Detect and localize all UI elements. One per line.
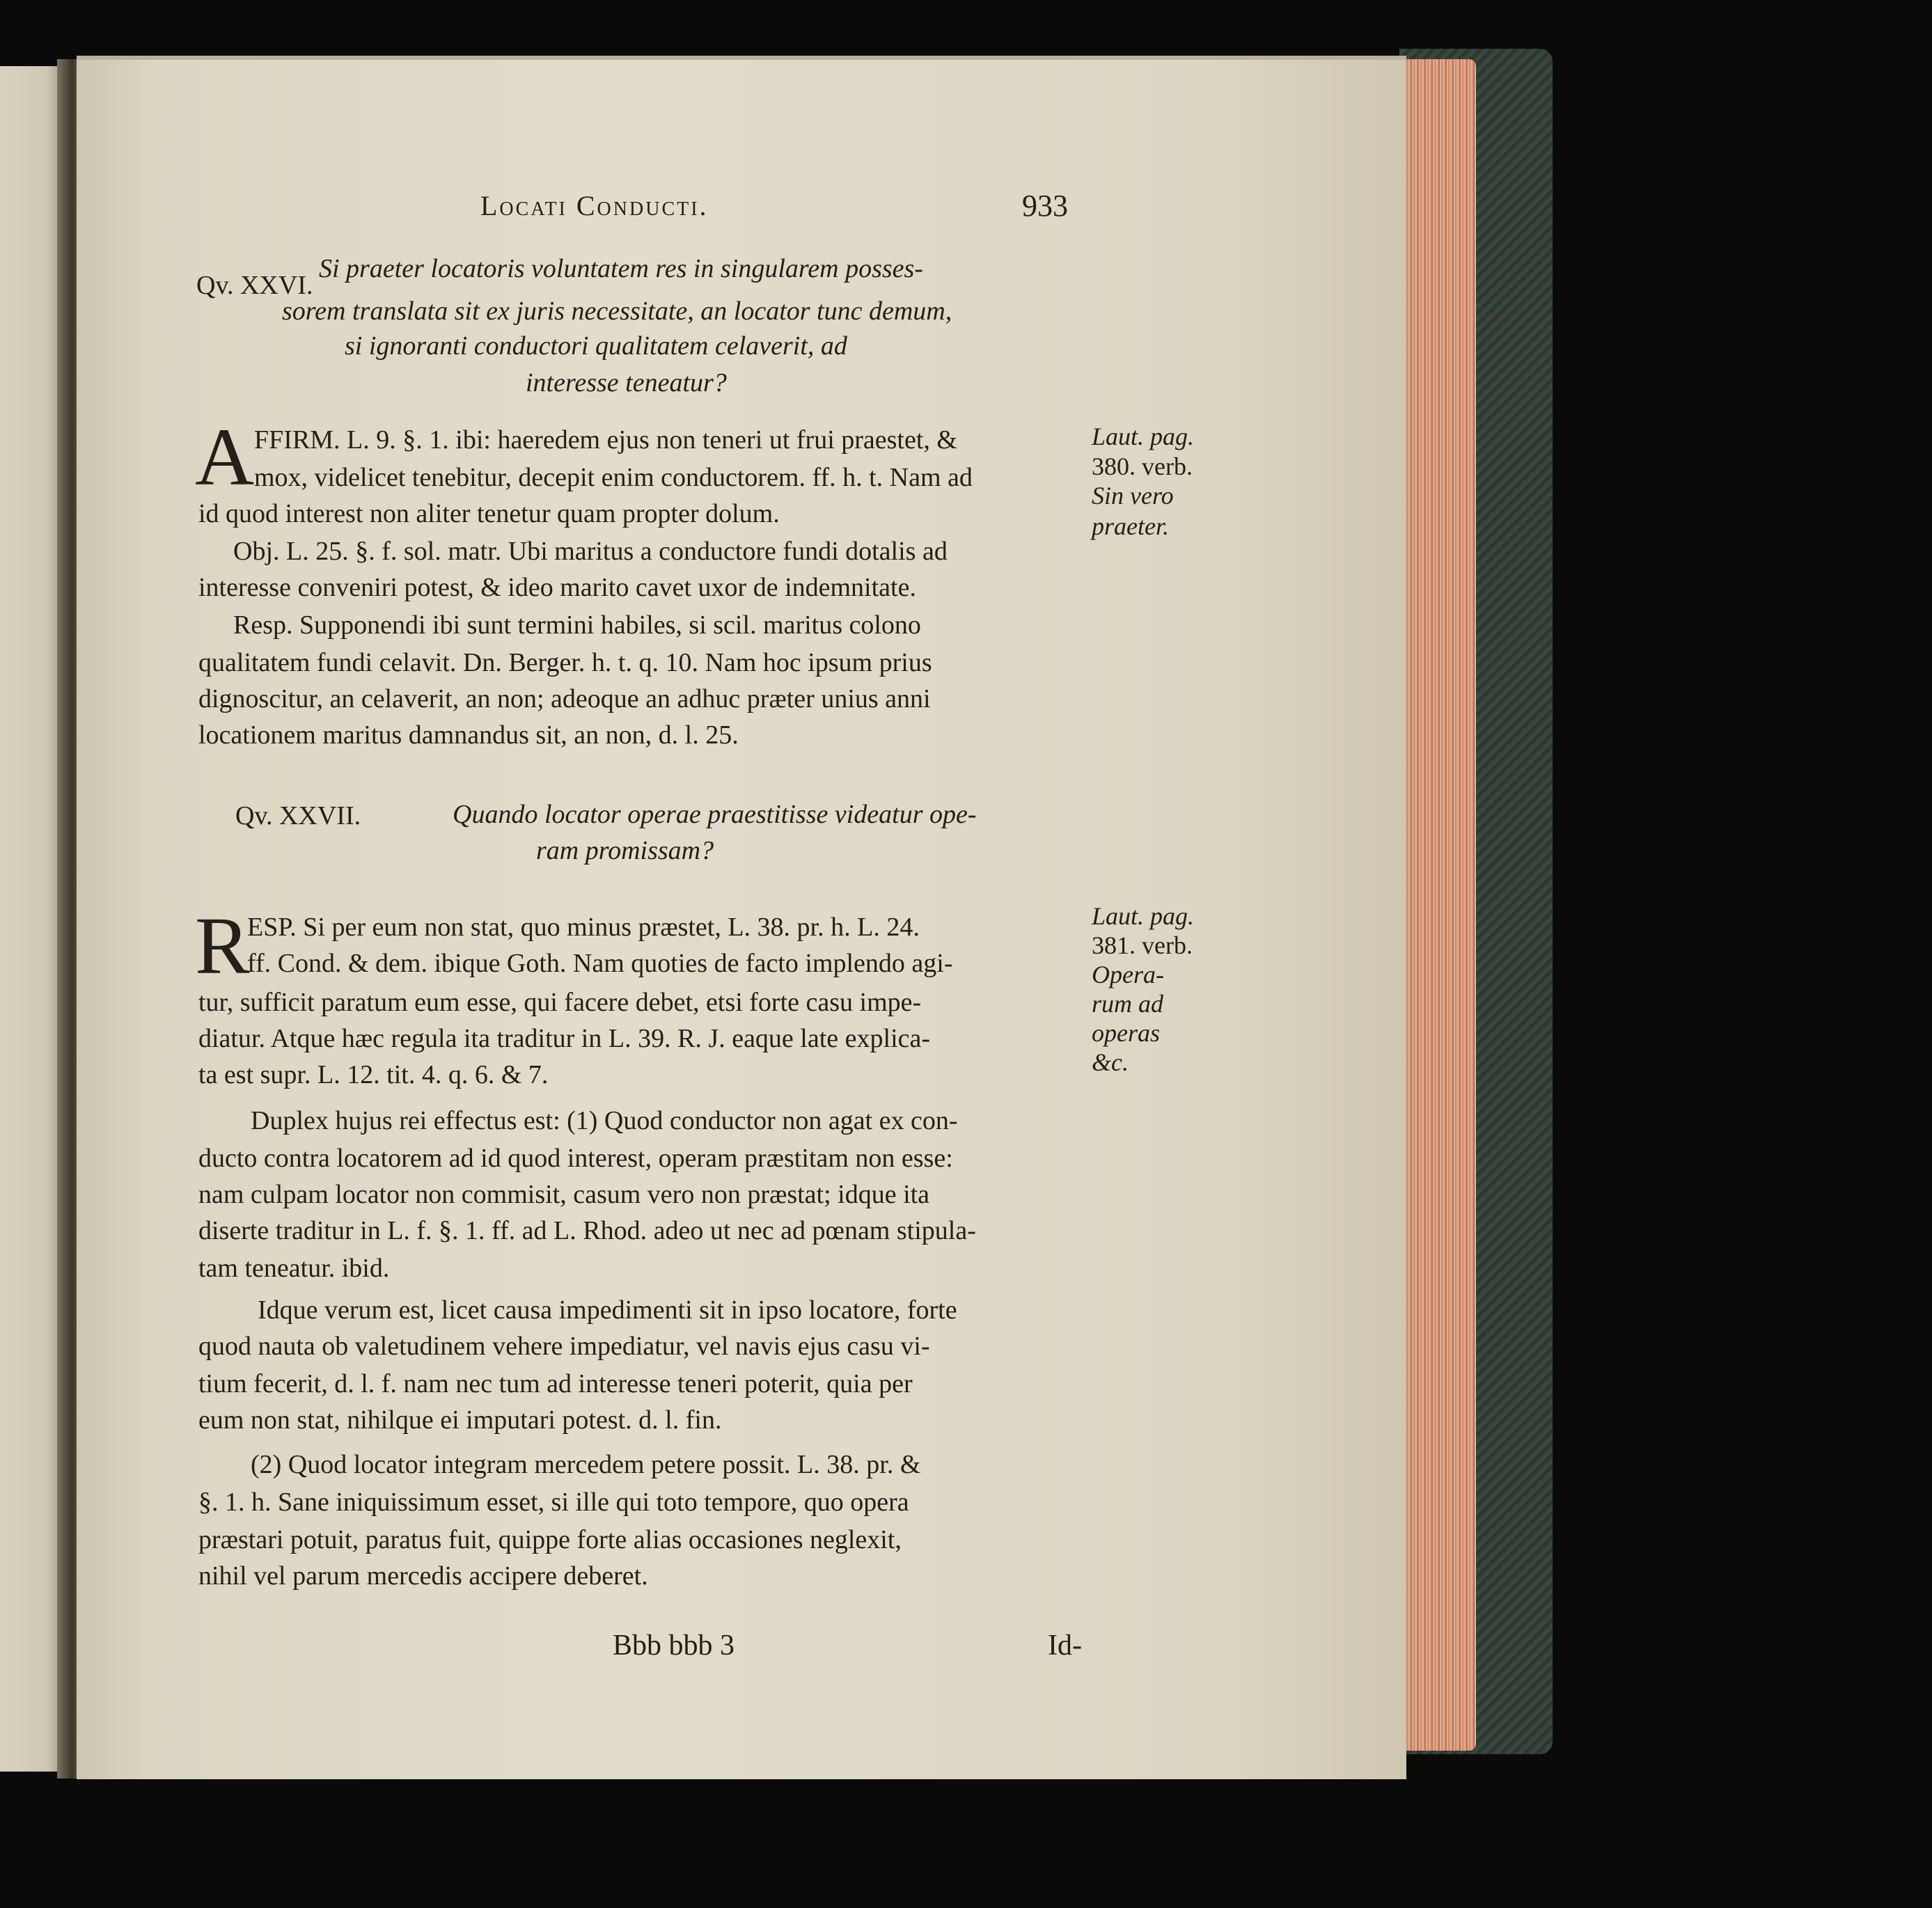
paragraph-line: quod nauta ob valetudinem vehere impediatur, vel navis ejus casu vi-	[198, 1332, 930, 1361]
resp-27-line: ff. Cond. & dem. ibique Goth. Nam quoties de facto implendo agi-	[247, 949, 953, 978]
objection-line: interesse conveniri potest, & ideo marito cavet uxor de indemnitate.	[198, 573, 916, 602]
paragraph-line: Duplex hujus rei effectus est: (1) Quod conductor non agat ex con-	[251, 1106, 958, 1135]
affirm-line: mox, videlicet tenebitur, decepit enim conductorem. ff. h. t. Nam ad	[254, 463, 973, 492]
paragraph-line: tium fecerit, d. l. f. nam nec tum ad interesse teneri poterit, quia per	[198, 1369, 913, 1398]
margin-note-27-line: operas	[1092, 1019, 1160, 1047]
resp-27-line: ta est supr. L. 12. tit. 4. q. 6. & 7.	[198, 1060, 549, 1089]
margin-note-27-line: rum ad	[1092, 990, 1164, 1018]
resp-27-line: ESP. Si per eum non stat, quo minus præstet, L. 38. pr. h. L. 24.	[247, 913, 920, 942]
question-27-title-line: ram promissam?	[536, 836, 714, 865]
running-head: Locati Conducti.	[480, 190, 709, 221]
paragraph-line: Idque verum est, licet causa impedimenti sit in ipso locatore, forte	[258, 1295, 957, 1325]
objection-line: Obj. L. 25. §. f. sol. matr. Ubi maritus a conductore fundi dotalis ad	[233, 537, 948, 566]
question-26-title-line: interesse teneatur?	[526, 368, 727, 397]
question-26-title-line: Si praeter locatoris voluntatem res in singularem posses-	[319, 254, 923, 283]
question-27-number: Qv. XXVII.	[235, 801, 361, 830]
resp-27-line: tur, sufficit paratum eum esse, qui facere debet, etsi forte casu impe-	[198, 988, 922, 1017]
response-line: qualitatem fundi celavit. Dn. Berger. h. t. q. 10. Nam hoc ipsum prius	[198, 648, 932, 677]
margin-note-26-line: Sin vero	[1092, 482, 1174, 510]
page-number: 933	[1022, 189, 1068, 223]
response-line: locationem maritus damnandus sit, an non, d. l. 25.	[198, 720, 739, 750]
margin-note-27-line: Laut. pag.	[1092, 902, 1195, 930]
margin-note-26-line: praeter.	[1092, 512, 1169, 540]
paragraph-line: diserte traditur in L. f. §. 1. ff. ad L. Rhod. adeo ut nec ad pœnam stipula-	[198, 1216, 976, 1245]
margin-note-27-line: Opera-	[1092, 961, 1164, 988]
margin-note-27-line: 381. verb.	[1092, 931, 1193, 959]
response-line: Resp. Supponendi ibi sunt termini habiles, si scil. maritus colono	[233, 610, 921, 640]
left-page-edge	[0, 66, 66, 1772]
question-26-title-line: si ignoranti conductori qualitatem celaverit, ad	[345, 331, 847, 361]
signature-mark: Bbb bbb 3	[613, 1630, 735, 1662]
paragraph-line: ducto contra locatorem ad id quod interest, operam præstitam non esse:	[198, 1144, 953, 1173]
drop-cap-r: R	[195, 900, 250, 991]
paragraph-line: eum non stat, nihilque ei imputari potest. d. l. fin.	[198, 1405, 722, 1435]
resp-27-line: diatur. Atque hæc regula ita traditur in L. 39. R. J. eaque late explica-	[198, 1024, 931, 1053]
paragraph-line: tam teneatur. ibid.	[198, 1254, 390, 1283]
response-line: dignoscitur, an celaverit, an non; adeoque an adhuc præter unius anni	[198, 684, 931, 713]
paragraph-line: §. 1. h. Sane iniquissimum esset, si ille qui toto tempore, quo opera	[198, 1488, 909, 1517]
question-26-title-line: sorem translata sit ex juris necessitate, an locator tunc demum,	[282, 297, 952, 326]
paragraph-line: nihil vel parum mercedis accipere deberet.	[198, 1561, 648, 1591]
affirm-line: id quod interest non aliter tenetur quam propter dolum.	[198, 499, 780, 528]
paragraph-line: nam culpam locator non commisit, casum vero non præstat; idque ita	[198, 1180, 930, 1209]
question-27-title-line: Quando locator operae praestitisse videatur ope-	[453, 800, 977, 829]
page-edges	[1399, 59, 1476, 1751]
catchword: Id-	[1048, 1630, 1082, 1662]
paragraph-line: (2) Quod locator integram mercedem petere possit. L. 38. pr. &	[251, 1450, 921, 1479]
paragraph-line: præstari potuit, paratus fuit, quippe forte alias occasiones neglexit,	[198, 1525, 902, 1554]
margin-note-26-line: Laut. pag.	[1092, 423, 1195, 450]
margin-note-27-line: &c.	[1092, 1048, 1129, 1076]
affirm-line: FFIRM. L. 9. §. 1. ibi: haeredem ejus non teneri ut frui praestet, &	[254, 425, 957, 455]
question-26-number: Qv. XXVI.	[196, 271, 313, 300]
drop-cap-a: A	[195, 411, 255, 503]
margin-note-26-line: 380. verb.	[1092, 452, 1193, 480]
